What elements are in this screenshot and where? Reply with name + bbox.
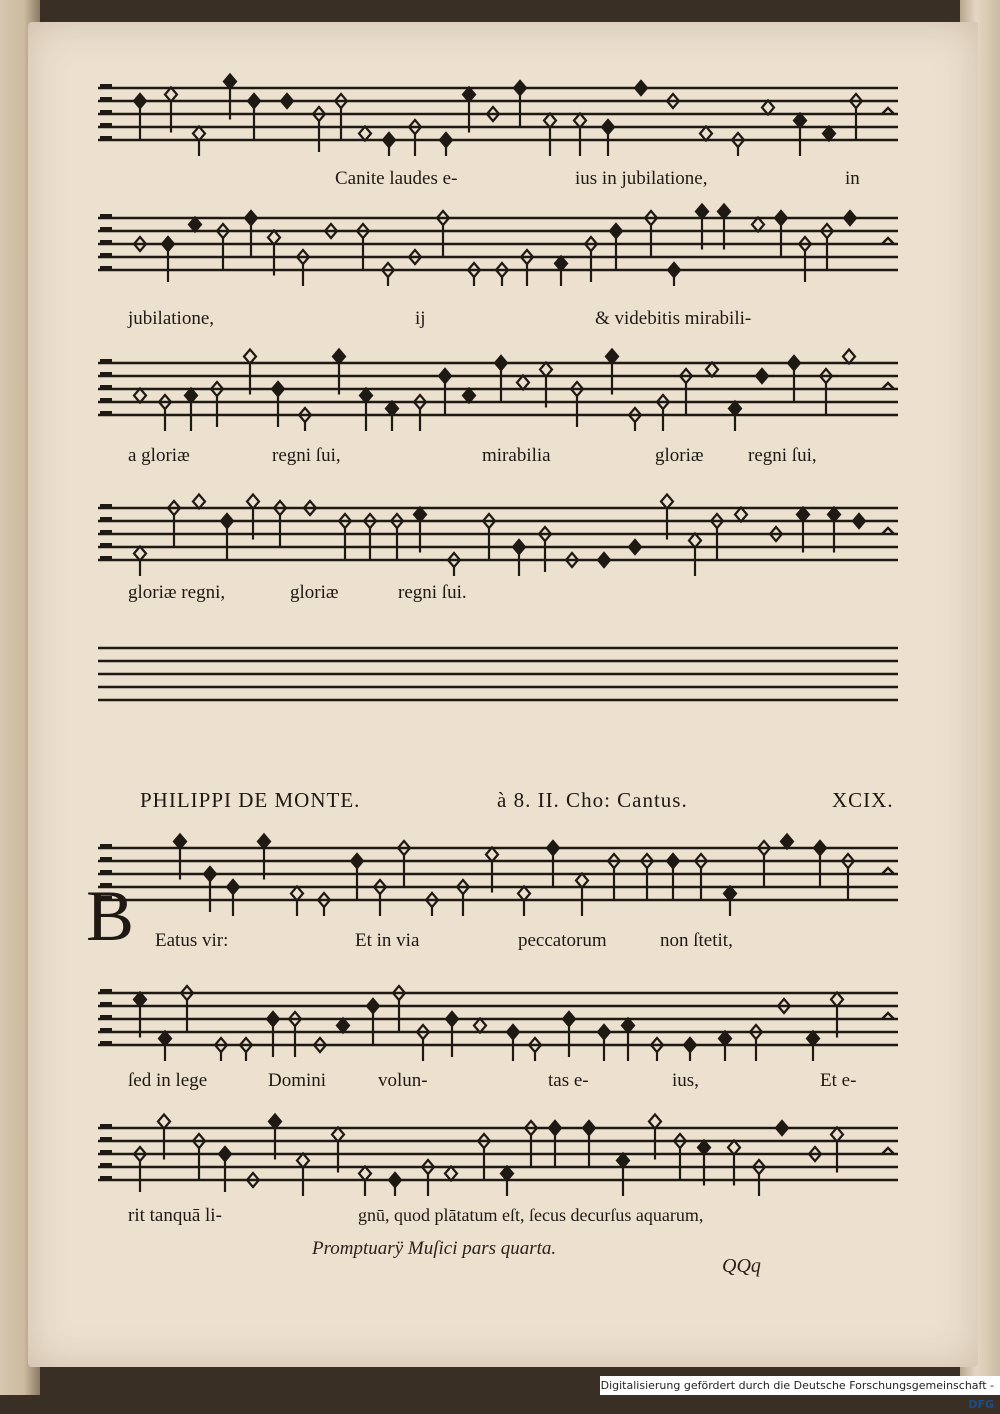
clef-mark: [100, 214, 112, 219]
note-head: [629, 540, 641, 554]
lyric-line: regni ſui,: [272, 445, 341, 466]
digitization-credit: [600, 1376, 1000, 1411]
staff-svg: [70, 630, 900, 720]
note-head: [814, 841, 826, 855]
note-head: [134, 389, 146, 403]
note-head: [474, 1019, 486, 1033]
note-head: [843, 350, 855, 364]
note-head: [248, 94, 260, 108]
voicing-heading: à 8. II. Cho: Cantus.: [497, 788, 688, 812]
composer-heading: PHILIPPI DE MONTE.: [140, 788, 361, 812]
clef-mark: [100, 1041, 112, 1046]
note-head: [574, 114, 586, 128]
note-head: [332, 1128, 344, 1142]
credit-text: Digitalisierung gefördert durch die Deutsche Forschungsgemeinschaft -: [600, 1379, 994, 1392]
clef-mark: [100, 1176, 112, 1181]
clef-mark: [100, 136, 112, 141]
note-head: [583, 1121, 595, 1135]
clef-mark: [100, 398, 112, 403]
note-head: [788, 356, 800, 370]
note-head: [159, 1032, 171, 1046]
clef-mark: [100, 227, 112, 232]
note-head: [729, 402, 741, 416]
note-head: [735, 508, 747, 522]
music-staff-3: [70, 345, 900, 435]
note-head: [495, 356, 507, 370]
note-head: [269, 1115, 281, 1129]
note-head: [776, 1121, 788, 1135]
note-head: [719, 1032, 731, 1046]
lyric-line: volun-: [378, 1070, 428, 1091]
lyric-line: regni ſui,: [748, 445, 817, 466]
note-head: [775, 211, 787, 225]
clef-mark: [100, 1137, 112, 1142]
note-head: [661, 495, 673, 509]
lyric-line: rit tanquā li-: [128, 1205, 222, 1226]
note-head: [439, 369, 451, 383]
note-head: [555, 257, 567, 271]
note-head: [540, 363, 552, 377]
clef-mark: [100, 240, 112, 245]
note-head: [667, 854, 679, 868]
lyric-line: gnū, quod plātatum eſt, ſecus decurſus aquarum,: [358, 1205, 704, 1225]
note-head: [728, 1141, 740, 1155]
note-head: [359, 1167, 371, 1181]
staff-svg: [70, 830, 900, 920]
note-head: [281, 94, 293, 108]
note-head: [193, 127, 205, 141]
note-head: [204, 867, 216, 881]
note-head: [513, 540, 525, 554]
clef-mark: [100, 543, 112, 548]
lyric-line: a gloriæ: [128, 445, 190, 466]
note-head: [752, 218, 764, 232]
note-head: [718, 205, 730, 219]
lyric-line: Canite laudes e-: [335, 168, 458, 189]
note-head: [291, 887, 303, 901]
running-footer-title: Promptuarÿ Muſici pars quarta.: [312, 1238, 557, 1259]
clef-mark: [100, 1015, 112, 1020]
note-head: [668, 263, 680, 277]
note-head: [831, 993, 843, 1007]
note-head: [518, 887, 530, 901]
clef-mark: [100, 1002, 112, 1007]
note-head: [272, 382, 284, 396]
note-head: [622, 1019, 634, 1033]
note-head: [221, 514, 233, 528]
note-head: [853, 514, 865, 528]
note-head: [684, 1038, 696, 1052]
note-head: [162, 237, 174, 251]
lyric-line: gloriæ: [655, 445, 704, 466]
music-staff-6: [70, 975, 900, 1065]
music-staff-7: [70, 1110, 900, 1200]
note-head: [351, 854, 363, 868]
clef-mark: [100, 857, 112, 862]
note-head: [700, 127, 712, 141]
note-head: [831, 1128, 843, 1142]
note-head: [486, 848, 498, 862]
note-head: [598, 1025, 610, 1039]
piece-number: XCIX.: [832, 788, 894, 812]
note-head: [696, 205, 708, 219]
note-head: [797, 508, 809, 522]
music-staff-4: [70, 490, 900, 580]
lyric-line: tas e-: [548, 1070, 589, 1091]
lyric-line: gloriæ regni,: [128, 582, 226, 603]
note-head: [563, 1012, 575, 1026]
clef-mark: [100, 123, 112, 128]
note-head: [245, 211, 257, 225]
note-head: [844, 211, 856, 225]
note-head: [297, 1154, 309, 1168]
lyric-line: jubilatione,: [128, 308, 215, 329]
note-head: [781, 835, 793, 849]
staff-svg: [70, 200, 900, 290]
note-head: [359, 127, 371, 141]
clef-mark: [100, 989, 112, 994]
note-head: [193, 495, 205, 509]
dfg-logo: DFG: [968, 1398, 994, 1411]
note-head: [445, 1167, 457, 1181]
note-head: [501, 1167, 513, 1181]
lyric-line: Et e-: [820, 1070, 857, 1091]
note-head: [185, 389, 197, 403]
note-head: [823, 127, 835, 141]
note-head: [576, 874, 588, 888]
lyric-line: Eatus vir:: [155, 930, 229, 951]
note-head: [383, 133, 395, 147]
note-head: [134, 993, 146, 1007]
note-head: [762, 101, 774, 115]
note-head: [706, 363, 718, 377]
signature-mark: QQq: [722, 1255, 761, 1277]
lyric-line: gloriæ: [290, 582, 339, 603]
clef-mark: [100, 870, 112, 875]
note-head: [598, 553, 610, 567]
clef-mark: [100, 530, 112, 535]
lyric-line: in: [845, 168, 860, 189]
note-head: [360, 389, 372, 403]
note-head: [227, 880, 239, 894]
note-head: [724, 887, 736, 901]
note-head: [134, 94, 146, 108]
clef-mark: [100, 556, 112, 561]
empty-staff: [70, 630, 900, 720]
clef-mark: [100, 253, 112, 258]
note-head: [517, 376, 529, 390]
clef-mark: [100, 1150, 112, 1155]
note-head: [414, 508, 426, 522]
note-head: [794, 114, 806, 128]
note-head: [649, 1115, 661, 1129]
clef-mark: [100, 844, 112, 849]
clef-mark: [100, 372, 112, 377]
note-head: [267, 1012, 279, 1026]
staff-svg: [70, 345, 900, 435]
note-head: [463, 389, 475, 403]
lyric-line: Domini: [268, 1070, 327, 1091]
lyric-line: Et in via: [355, 930, 420, 951]
lyric-line: mirabilia: [482, 445, 551, 466]
staff-svg: [70, 490, 900, 580]
lyric-line: ſed in lege: [128, 1070, 208, 1091]
note-head: [756, 369, 768, 383]
staff-svg: [70, 975, 900, 1065]
note-head: [463, 88, 475, 102]
clef-mark: [100, 110, 112, 115]
clef-mark: [100, 1124, 112, 1129]
clef-mark: [100, 504, 112, 509]
note-head: [268, 231, 280, 245]
note-head: [386, 402, 398, 416]
note-head: [219, 1147, 231, 1161]
note-head: [602, 120, 614, 134]
note-head: [174, 835, 186, 849]
lyric-line: peccatorum: [518, 930, 607, 951]
note-head: [547, 841, 559, 855]
note-head: [549, 1121, 561, 1135]
note-head: [807, 1032, 819, 1046]
clef-mark: [100, 97, 112, 102]
note-head: [514, 81, 526, 95]
note-head: [606, 350, 618, 364]
music-staff-2: [70, 200, 900, 290]
lyric-line: ius,: [672, 1070, 699, 1091]
note-head: [337, 1019, 349, 1033]
lyric-line: ius in jubilatione,: [575, 168, 708, 189]
note-head: [544, 114, 556, 128]
note-head: [367, 999, 379, 1013]
note-head: [610, 224, 622, 238]
lyric-line: & videbitis mirabili-: [595, 308, 752, 329]
note-head: [635, 81, 647, 95]
note-head: [698, 1141, 710, 1155]
note-head: [244, 350, 256, 364]
note-head: [224, 75, 236, 89]
note-head: [165, 88, 177, 102]
note-head: [189, 218, 201, 232]
note-head: [828, 508, 840, 522]
note-head: [258, 835, 270, 849]
note-head: [158, 1115, 170, 1129]
note-head: [446, 1012, 458, 1026]
clef-mark: [100, 517, 112, 522]
note-head: [507, 1025, 519, 1039]
clef-mark: [100, 1163, 112, 1168]
decorated-initial: B: [86, 876, 135, 956]
note-head: [689, 534, 701, 548]
note-head: [617, 1154, 629, 1168]
clef-mark: [100, 385, 112, 390]
clef-mark: [100, 266, 112, 271]
note-head: [333, 350, 345, 364]
clef-mark: [100, 84, 112, 89]
lyric-line: ij: [415, 308, 426, 329]
clef-mark: [100, 1028, 112, 1033]
note-head: [134, 547, 146, 561]
staff-svg: [70, 1110, 900, 1200]
music-staff-1: [70, 70, 900, 160]
music-staff-5: [70, 830, 900, 920]
lyric-line: regni ſui.: [398, 582, 467, 603]
note-head: [440, 133, 452, 147]
clef-mark: [100, 359, 112, 364]
staff-svg: [70, 70, 900, 160]
lyric-line: non ſtetit,: [660, 930, 733, 951]
note-head: [247, 495, 259, 509]
note-head: [389, 1173, 401, 1187]
clef-mark: [100, 411, 112, 416]
